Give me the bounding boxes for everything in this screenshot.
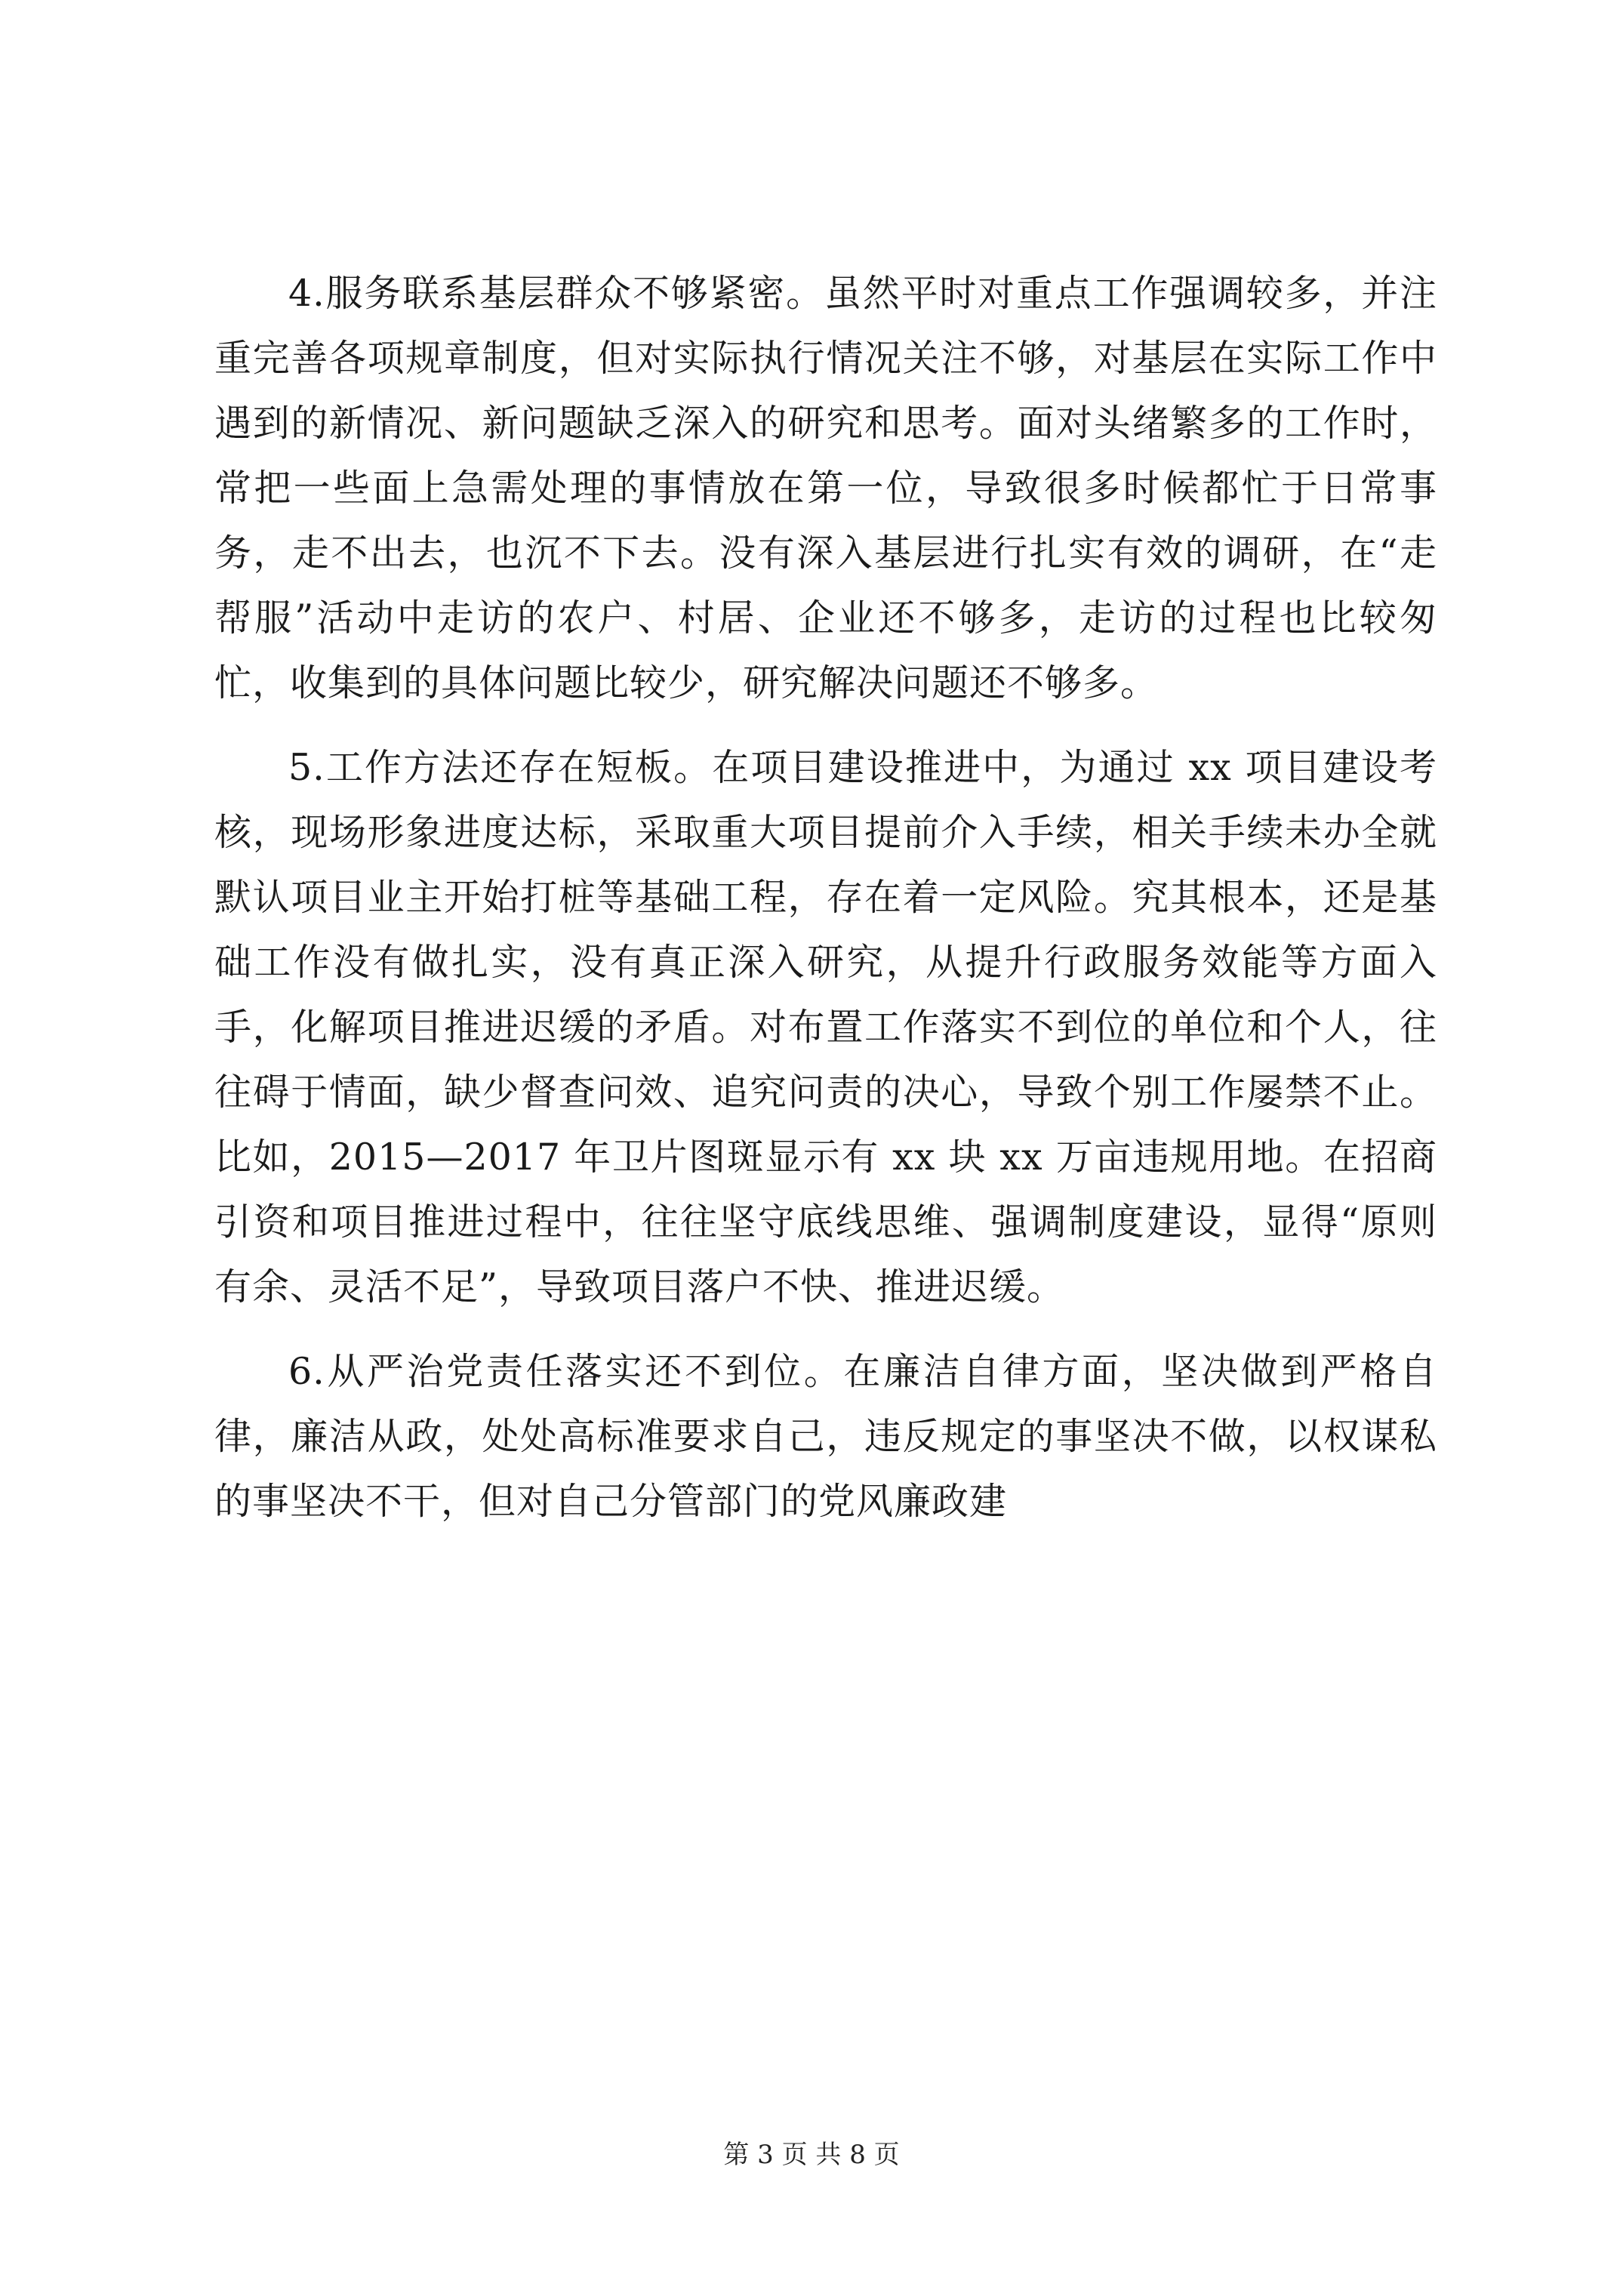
paragraph-4: 4.服务联系基层群众不够紧密。虽然平时对重点工作强调较多，并注重完善各项规章制度，但对实际执行情况关注不够，对基层在实际工作中遇到的新情况、新问题缺乏深入的研究和思考。面对头绪繁多的工作时，常把一些面上急需处理的事情放在第一位，导致很多时候都忙于日常事务，走不出去，也沉不下去。没有深入基层进行扎实有效的调研，在“走帮服”活动中走访的农户、村居、企业还不够多，走访的过程也比较匆忙，收集到的具体问题比较少，研究解决问题还不够多。 bbox=[214, 272, 1437, 704]
paragraph-6: 6.从严治党责任落实还不到位。在廉洁自律方面，坚决做到严格自律，廉洁从政，处处高标准要求自己，违反规定的事坚决不做，以权谋私的事坚决不干，但对自己分管部门的党风廉政建 bbox=[214, 1350, 1437, 1523]
page-number-footer: 第 3 页 共 8 页 bbox=[723, 2140, 900, 2170]
paragraph-5: 5.工作方法还存在短板。在项目建设推进中，为通过 xx 项目建设考核，现场形象进度达标，采取重大项目提前介入手续，相关手续未办全就默认项目业主开始打桩等基础工程，存在着一定风险。究其根本，还是基础工作没有做扎实，没有真正深入研究，从提升行政服务效能等方面入手，化解项目推进迟缓的矛盾。对布置工作落实不到位的单位和个人，往往碍于情面，缺少督查问效、追究问责的决心，导致个别工作屡禁不止。比如，2015—2017 年卫片图斑显示有 xx 块 xx 万亩违规用地。在招商引资和项目推进过程中，往往坚守底线思维、强调制度建设，显得“原则有余、灵活不足”，导致项目落户不快、推进迟缓。 bbox=[214, 746, 1437, 1308]
body-text bbox=[214, 261, 1437, 1554]
